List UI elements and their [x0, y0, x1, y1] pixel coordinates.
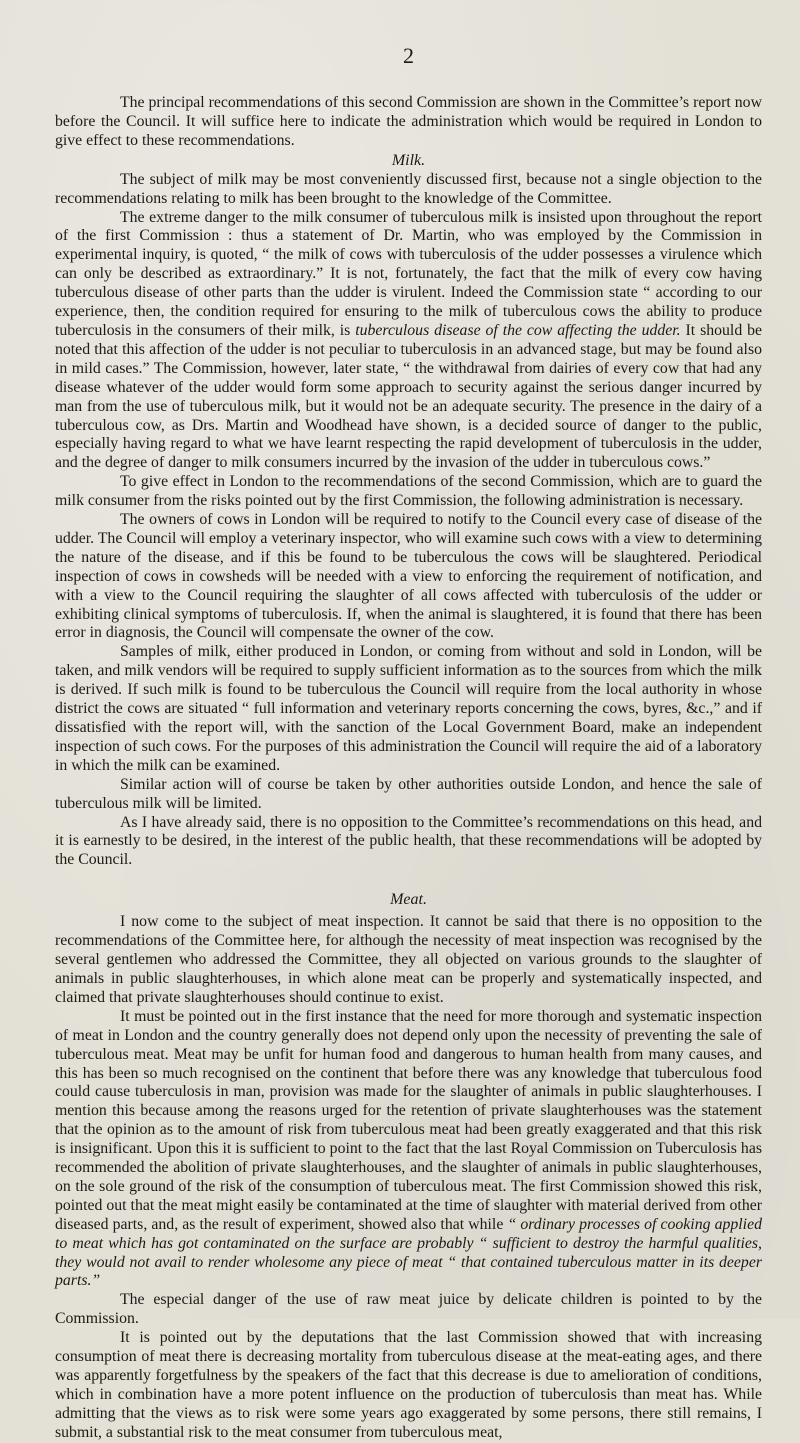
meat-paragraph-2-italic-quote: “ ordinary processes of cooking applied to meat which has got contaminated on the surface are probably “ sufficient to destroy the harmful qualities, they would not avail to render wholesome any piece of meat “ that contained tuberculous matter in its deeper parts.” [55, 1215, 762, 1290]
meat-paragraph-4: It is pointed out by the deputations that the last Commission showed that with increasing consumption of meat there is decreasing mortality from tuberculous disease at the meat-eating ages, and there was apparently forgetfulness by the speakers of the fact that this decrease is due to amelioration of conditions, which in combination have a more potent influence on the production of tuberculosis than meat has. While admitting that the views as to risk were some years ago exaggerated by some persons, there still remains, I submit, a substantial risk to the meat consumer from tuberculous meat, [55, 1329, 762, 1441]
meat-paragraph-3: The especial danger of the use of raw meat juice by delicate children is pointed to by the Commission. [55, 1291, 762, 1328]
meat-heading: Meat. [390, 891, 427, 909]
milk-heading: Milk. [391, 151, 426, 169]
intro-paragraph: The principal recommendations of this second Commission are shown in the Committee’s report now before the Council. It will suffice here to indicate the administration which would be required in London to give effect to these recommendations. [55, 94, 762, 149]
milk-paragraph-2-italic: tuberculous disease of the cow affecting the udder. [355, 321, 681, 339]
milk-paragraph-4: The owners of cows in London will be required to notify to the Council every case of disease of the udder. The Council will employ a veterinary inspector, who will examine such cows with a view to determining the nature of the disease, and if this be found to be tuberculous the cows will be slaughtered. Periodical inspection of cows in cowsheds will be needed with a view to enforcing the requirement of notification, and with a view to the Council requiring the slaughter of all cows affected with tuberculosis of the udder or exhibiting clinical symptoms of tuberculosis. If, when the animal is slaughtered, it is found that there has been error in diagnosis, the Council will compensate the owner of the cow. [55, 511, 762, 642]
meat-paragraph-1: I now come to the subject of meat inspection. It cannot be said that there is no opposition to the recommendations of the Committee here, for although the necessity of meat inspection was recognised by the several gentlemen who addressed the Committee, they all objected on various grounds to the slaughter of animals in public slaughterhouses, in which alone meat can be properly and systematically inspected, and claimed that private slaughterhouses should continue to exist. [55, 913, 762, 1006]
page-number: 2 [403, 43, 414, 68]
meat-paragraph-2-text: It must be pointed out in the first instance that the need for more thorough and systematic inspection of meat in London and the country generally does not depend only upon the necessity of preventing the sale of tuberculous meat. Meat may be unfit for human food and dangerous to human health from many causes, and this has been so much recognised on the continent that before there was any knowledge that tuberculous food could cause tuberculosis in man, provision was made for the slaughter of animals in public slaughterhouses. I mention this because among the reasons urged for the retention of private slaughterhouses was the statement that the opinion as to the amount of risk from tuberculous meat had been greatly exaggerated and that this risk is insignificant. Upon this it is sufficient to point to the fact that the last Royal Commission on Tuberculosis has recommended the abolition of private slaughterhouses, and the slaughter of animals in public slaughterhouses, on the sole ground of the risk of the consumption of tuberculous meat. The first Commission showed this risk, pointed out that the meat might easily be contaminated at the time of slaughter with material derived from other diseased parts, and, as the result of experiment, showed also that while [55, 1007, 762, 1233]
milk-paragraph-2-text-b: It should be noted that this affection of the udder is not peculiar to tuberculosis in an advanced stage, but may be found also in mild cases.” The Commission, however, later state, “ the withdrawal from dairies of every cow that had any disease whatever of the udder would form some approach to security against the serious danger incurred by man from the use of tuberculous milk, but it would not be an adequate security. The presence in the dairy of a tuberculous cow, as Drs. Martin and Woodhead have shown, is a decided source of danger to the public, especially having regard to what we have learnt respecting the rapid development of tuberculosis in the udder, and the degree of danger to milk consumers incurred by the invasion of the udder in tuberculous cows.” [55, 321, 763, 472]
meat-paragraph-2 [55, 1008, 762, 1292]
milk-paragraph-1: The subject of milk may be most conveniently discussed first, because not a single objection to the recommendations relating to milk has been brought to the knowledge of the Committee. [55, 170, 762, 207]
milk-paragraph-2-text-a: The extreme danger to the milk consumer of tuberculous milk is insisted upon throughout the report of the first Commission : thus a statement of Dr. Martin, who was employed by the Commission in experimental inquiry, is quoted, “ the milk of cows with tuberculosis of the udder possesses a virulence which can only be described as extraordinary.” It is not, fortunately, the fact that the milk of every cow having tuberculous disease of other parts than the udder is virulent. Indeed the Commission state “ according to our experience, then, the condition required for ensuring to the milk of tuberculous cows the ability to produce tuberculosis in the consumers of their milk, is [55, 208, 762, 339]
milk-paragraph-5: Samples of milk, either produced in London, or coming from without and sold in London, will be taken, and milk vendors will be required to supply sufficient information as to the sources from which the milk is derived. If such milk is found to be tuberculous the Council will require from the local authority in whose district the cows are situated “ full information and veterinary reports concerning the cows, byres, &c.,” and if dissatisfied with the report will, with the sanction of the Local Government Board, make an independent inspection of such cows. For the purposes of this administration the Council will require the aid of a laboratory in which the milk can be examined. [55, 643, 762, 774]
milk-paragraph-2 [55, 209, 762, 474]
milk-paragraph-6: Similar action will of course be taken by other authorities outside London, and hence the sale of tuberculous milk will be limited. [55, 775, 762, 812]
milk-paragraph-3: To give effect in London to the recommendations of the second Commission, which are to guard the milk consumer from the risks pointed out by the first Commission, the following administration is necessary. [55, 473, 762, 510]
milk-paragraph-7: As I have already said, there is no opposition to the Committee’s recommendations on this head, and it is earnestly to be desired, in the interest of the public health, that these recommendations will be adopted by the Council. [55, 813, 762, 869]
